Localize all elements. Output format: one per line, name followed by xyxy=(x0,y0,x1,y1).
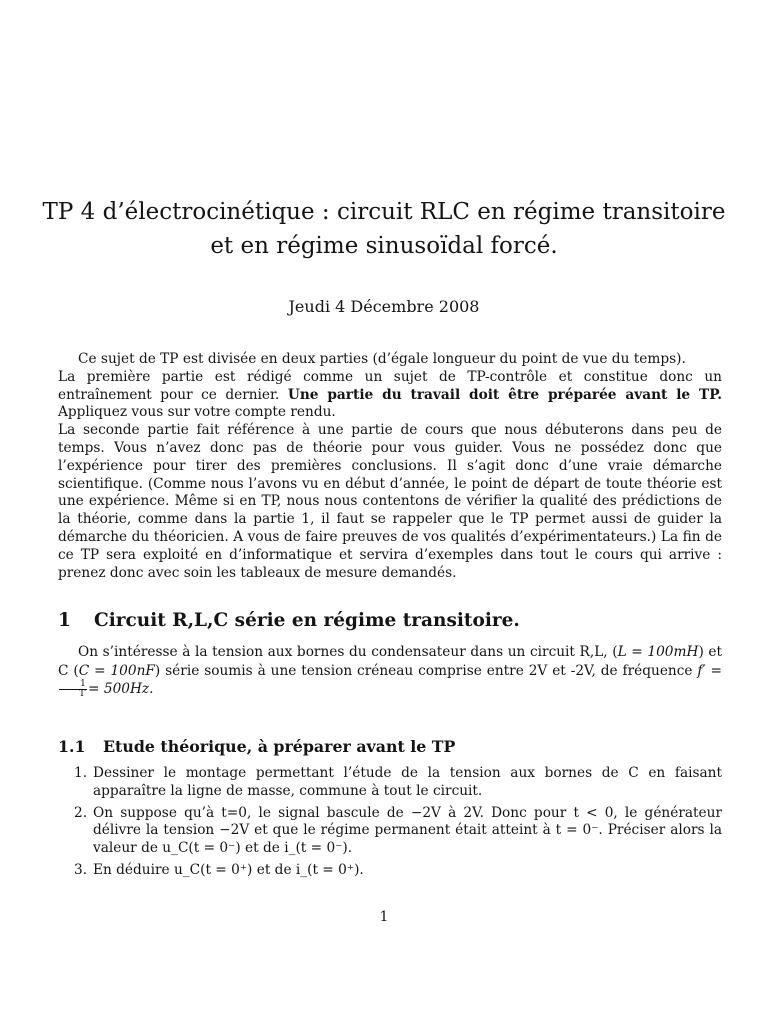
fraction-denominator: T′ xyxy=(59,689,87,699)
list-item-text: Dessiner le montage permettant l’étude de la tension aux bornes de C en faisant apparaître la ligne de masse, commune à tout le circuit. xyxy=(93,765,722,799)
frequency-lhs: f′ = xyxy=(697,662,722,679)
section-1-body xyxy=(58,643,722,699)
intro-paragraph-2-end: Appliquez vous sur votre compte rendu. xyxy=(58,404,336,421)
steps-list xyxy=(58,765,722,884)
frequency-fraction xyxy=(59,680,87,699)
section-1-body-c: ) série soumis à une tension créneau comprise entre 2V et -2V, de fréquence xyxy=(154,662,698,679)
intro-paragraph-2-start: La première partie est rédigé comme un sujet de TP-contrôle et constitue donc un entraînement pour ce dernier. xyxy=(58,368,722,403)
list-item-number: 1. xyxy=(74,765,88,781)
intro-paragraph-1: Ce sujet de TP est divisée en deux parties (d’égale longueur du point de vue du temps). xyxy=(78,351,686,367)
list-item-number: 2. xyxy=(74,804,88,821)
section-1-body-b: ) et C ( xyxy=(58,644,722,679)
list-item-text: En déduire u_C(t = 0⁺) et de i_(t = 0⁺). xyxy=(93,861,364,878)
section-1-title: Circuit R,L,C série en régime transitoire. xyxy=(94,610,520,631)
list-item-number: 3. xyxy=(74,861,88,878)
intro-paragraph-2 xyxy=(58,369,722,422)
document-title: TP 4 d’électrocinétique : circuit RLC en régime transitoire et en régime sinusoïdal forcé. xyxy=(42,199,726,260)
subsection-1-1-number: 1.1 xyxy=(58,737,86,756)
section-1-number: 1 xyxy=(58,610,71,631)
section-1-body-a: On s’intéresse à la tension aux bornes du condensateur dans un circuit R,L, ( xyxy=(78,644,618,660)
intro-paragraph-3: La seconde partie fait référence à une partie de cours que nous débuterons dans peu de temps. Vous n’avez donc pas de théorie pour vous guider. Vous ne possédez donc que l’expérience pour tirer des premières conclusions. Il s’agit donc d’une vraie démarche scientifique. (Comme nous l’avons vu en début d’année, le point de départ de toute théorie est une expérience. Même si en TP, nous nous contentons de vérifier la qualité des prédictions de la théorie, comme dans la partie 1, il faut se rappeler que le TP permet aussi de guider la démarche du théoricien. A vous de faire preuves de vos qualités d’expérimentateurs.) La fin de ce TP sera exploité en d’informatique et servira d’exemples dans tout le cours qui arrive : prenez donc avec soin les tableaux de mesure demandés. xyxy=(58,422,722,581)
page-number: 1 xyxy=(379,909,389,925)
document-date: Jeudi 4 Décembre 2008 xyxy=(288,297,480,316)
list-item xyxy=(58,805,722,858)
list-item xyxy=(58,765,722,801)
intro-bold-statement: Une partie du travail doit être préparée avant le TP. xyxy=(287,386,722,403)
section-1-heading xyxy=(58,608,722,634)
fraction-numerator: 1 xyxy=(80,679,86,689)
subsection-1-1-title: Etude théorique, à préparer avant le TP xyxy=(103,737,456,756)
subsection-1-1-heading xyxy=(58,736,722,758)
frequency-rhs: = 500Hz xyxy=(88,681,150,697)
capacitance-expression: C = 100nF xyxy=(78,662,155,679)
section-1-body-end: . xyxy=(149,681,154,697)
list-item xyxy=(58,862,722,880)
list-item-text: On suppose qu’à t=0, le signal bascule de −2V à 2V. Donc pour t < 0, le générateur délivre la tension −2V et que le régime permanent était atteint à t = 0⁻. Préciser alors la valeur de u_C(t = 0⁻) et de i_(t = 0⁻). xyxy=(93,804,722,857)
inductance-expression: L = 100mH xyxy=(617,644,699,660)
introduction xyxy=(58,351,722,582)
